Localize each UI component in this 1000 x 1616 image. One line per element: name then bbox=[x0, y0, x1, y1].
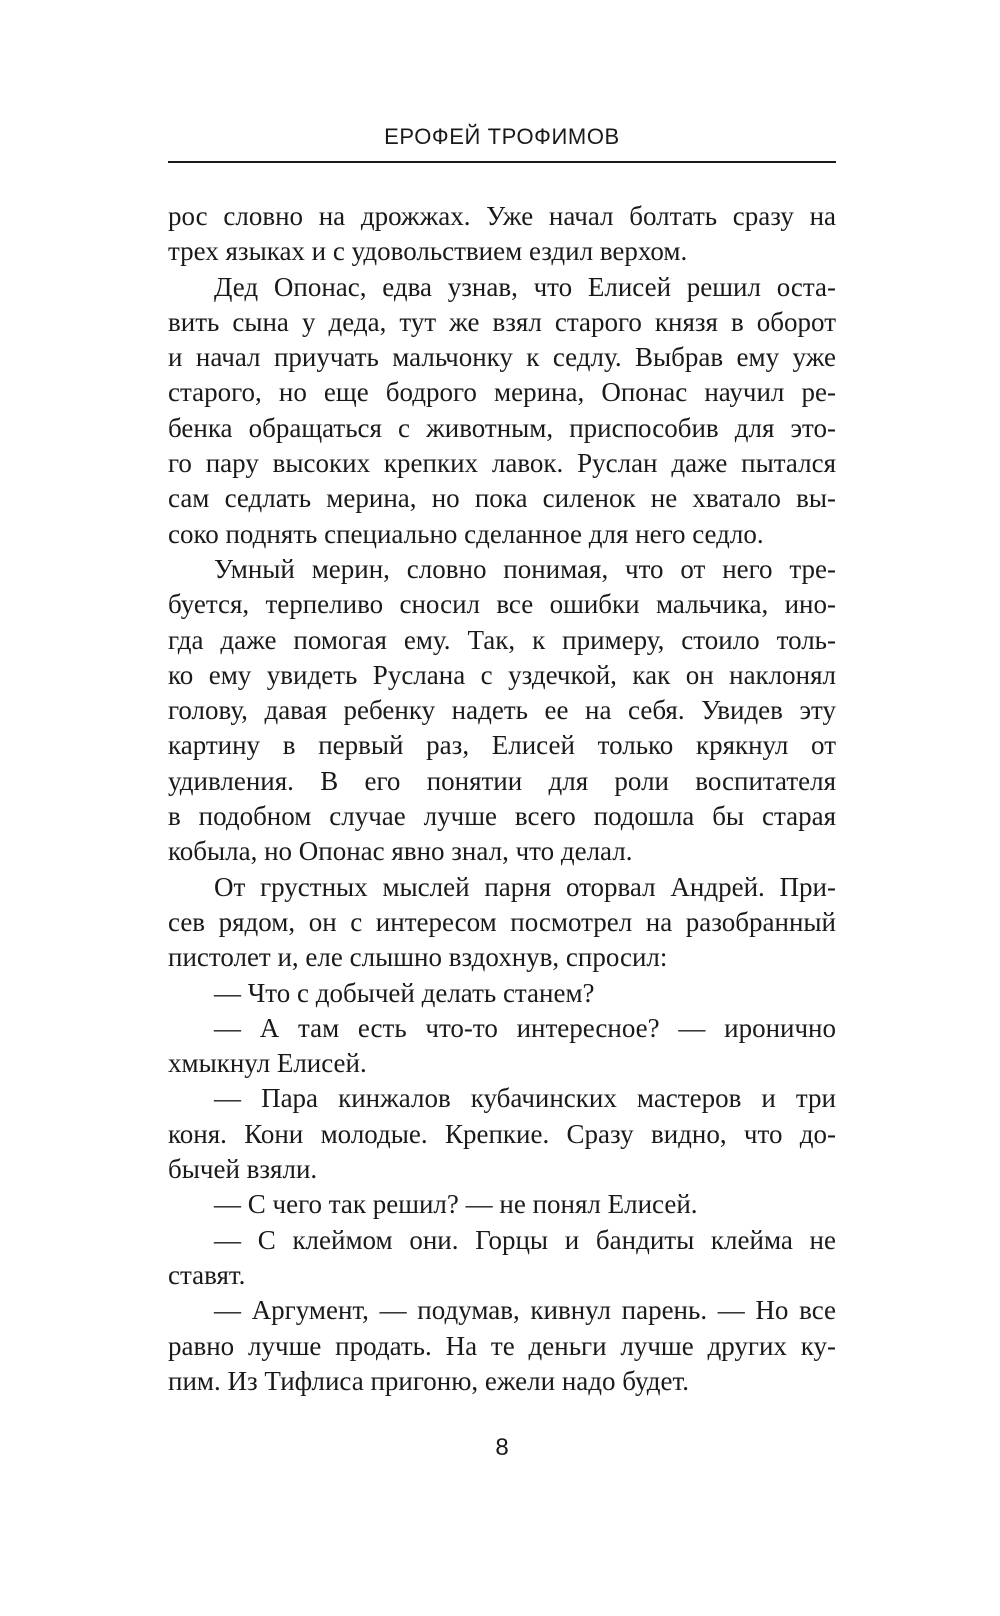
text-line: трех языках и с удовольствием ездил верхом. bbox=[168, 236, 688, 267]
text-line: удивления. В его понятии для роли воспитателя bbox=[168, 765, 836, 796]
running-head-author: ЕРОФЕЙ ТРОФИМОВ bbox=[384, 124, 620, 149]
text-line: сев рядом, он с интересом посмотрел на разобранный bbox=[168, 906, 836, 937]
text-line: — А там есть что-то интересное? — иронично bbox=[214, 1012, 836, 1043]
text-line: равно лучше продать. На те деньги лучше других ку- bbox=[168, 1330, 836, 1361]
text-line: гда даже помогая ему. Так, к примеру, стоило толь- bbox=[168, 624, 836, 655]
text-line: в подобном случае лучше всего подошла бы старая bbox=[168, 801, 836, 832]
text-line: буется, терпеливо сносил все ошибки мальчика, ино- bbox=[168, 589, 836, 620]
text-line: пистолет и, еле слышно вздохнув, спросил: bbox=[168, 942, 668, 973]
text-line: хмыкнул Елисей. bbox=[168, 1048, 367, 1079]
text-line: От грустных мыслей парня оторвал Андрей. При- bbox=[214, 871, 836, 902]
text-line: — Пара кинжалов кубачинских мастеров и три bbox=[214, 1083, 836, 1114]
text-line: — С чего так решил? — не понял Елисей. bbox=[214, 1189, 698, 1220]
text-line: ставят. bbox=[168, 1259, 246, 1290]
page-number: 8 bbox=[495, 1434, 509, 1461]
text-line: коня. Кони молодые. Крепкие. Сразу видно, что до- bbox=[168, 1118, 836, 1149]
text-line: пим. Из Тифлиса пригоню, ежели надо будет. bbox=[168, 1365, 689, 1396]
text-line: вить сына у деда, тут же взял старого князя в оборот bbox=[168, 306, 836, 337]
header-rule bbox=[168, 161, 836, 163]
text-line: и начал приучать мальчонку к седлу. Выбрав ему уже bbox=[168, 342, 836, 373]
text-line: картину в первый раз, Елисей только крякнул от bbox=[168, 730, 836, 761]
text-line: бычей взяли. bbox=[168, 1154, 318, 1185]
text-line: ко ему увидеть Руслана с уздечкой, как он наклонял bbox=[168, 659, 836, 690]
text-line: соко поднять специально сделанное для него седло. bbox=[168, 518, 764, 549]
text-line: Дед Опонас, едва узнав, что Елисей решил оста- bbox=[214, 271, 836, 302]
text-line: Умный мерин, словно понимая, что от него тре- bbox=[214, 553, 836, 584]
text-line: — Аргумент, — подумав, кивнул парень. — Но все bbox=[214, 1295, 836, 1326]
text-line: кобыла, но Опонас явно знал, что делал. bbox=[168, 836, 633, 867]
text-line: го пару высоких крепких лавок. Руслан даже пытался bbox=[168, 448, 836, 479]
text-line: бенка обращаться с животным, приспособив для это- bbox=[168, 412, 836, 443]
text-line: — Что с добычей делать станем? bbox=[214, 977, 595, 1008]
text-line: старого, но еще бодрого мерина, Опонас научил ре- bbox=[168, 377, 836, 408]
text-line: — С клеймом они. Горцы и бандиты клейма не bbox=[214, 1224, 836, 1255]
text-line: сам седлать мерина, но пока силенок не хватало вы- bbox=[168, 483, 836, 514]
text-line: рос словно на дрожжах. Уже начал болтать сразу на bbox=[168, 201, 836, 231]
body-text bbox=[168, 199, 836, 1399]
text-line: голову, давая ребенку надеть ее на себя. Увидев эту bbox=[168, 695, 836, 726]
